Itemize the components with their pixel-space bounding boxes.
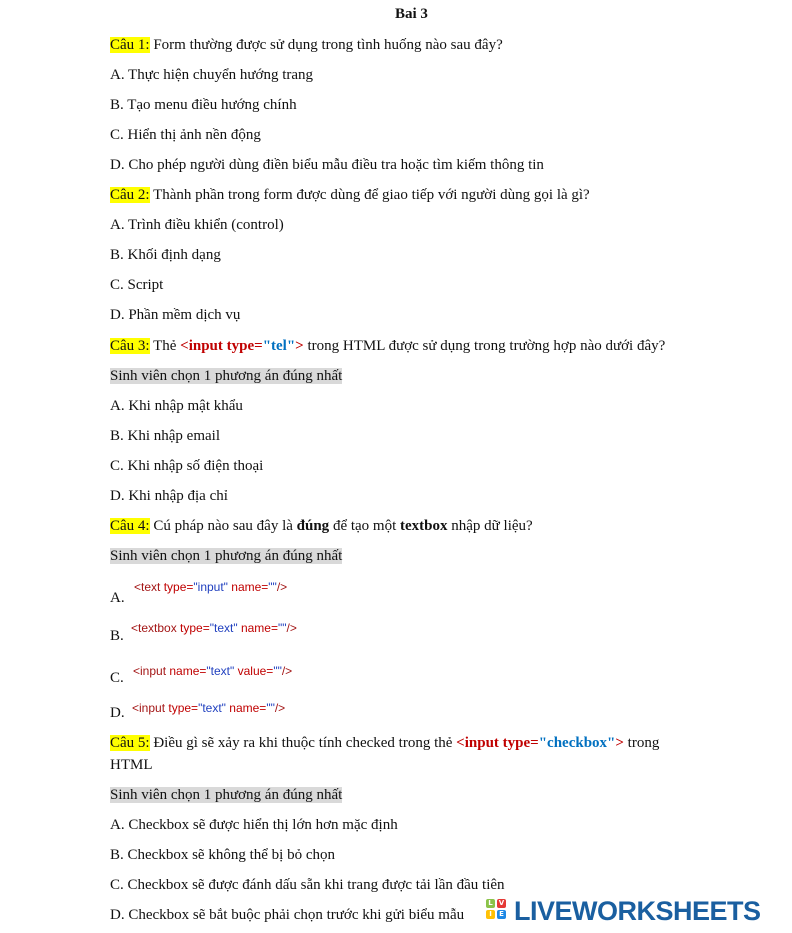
question-text: Cú pháp nào sau đây là [149, 518, 297, 534]
option-c-code[interactable]: <input name="text" value=""/> [133, 664, 293, 678]
code-value: "checkbox" [538, 735, 616, 751]
question-4 [110, 517, 533, 535]
liveworksheets-watermark [486, 896, 786, 926]
option-a[interactable]: A. Trình điều khiển (control) [110, 217, 284, 233]
liveworksheets-logo-icon: L I V E [486, 899, 510, 923]
code-tag: <input type= [456, 735, 539, 751]
question-text: Thành phần trong form được dùng để giao tiếp với người dùng gọi là gì? [149, 187, 590, 203]
option-a[interactable]: A. Khi nhập mật khẩu [110, 398, 243, 414]
option-b[interactable]: B. Checkbox sẽ không thể bị bỏ chọn [110, 847, 335, 863]
option-b[interactable]: B. Khối định dạng [110, 247, 221, 263]
question-5 [110, 734, 659, 752]
option-b[interactable]: B. Tạo menu điều hướng chính [110, 97, 297, 113]
option-d[interactable]: D. Khi nhập địa chỉ [110, 488, 228, 504]
code-value: "tel" [262, 338, 296, 354]
question-label: Câu 3: [110, 338, 150, 354]
option-a-code[interactable]: <text type="input" name=""/> [134, 580, 288, 594]
question-text-end: trong HTML được sử dụng trong trường hợp nào dưới đây? [303, 338, 666, 354]
option-d[interactable]: D. Cho phép người dùng điền biểu mẫu điều tra hoặc tìm kiếm thông tin [110, 157, 544, 173]
option-c[interactable]: C. Script [110, 277, 164, 293]
question-label: Câu 1: [110, 37, 150, 53]
option-b-letter[interactable]: B. [110, 628, 124, 644]
question-text-end: nhập dữ liệu? [447, 518, 533, 534]
code-tag: <input type= [180, 338, 263, 354]
question-text-end: trong [623, 735, 660, 751]
instruction-text: Sinh viên chọn 1 phương án đúng nhất [110, 548, 343, 564]
question-2 [110, 186, 590, 204]
emphasis-correct: đúng [296, 518, 330, 534]
question-1 [110, 36, 503, 54]
question-text: Form thường được sử dụng trong tình huống nào sau đây? [149, 37, 503, 53]
question-text: Điều gì sẽ xảy ra khi thuộc tính checked trong thẻ [149, 735, 457, 751]
question-text-mid: để tạo một [329, 518, 401, 534]
code-tag-close: > [615, 735, 624, 751]
instruction [110, 786, 342, 804]
question-5-continued: HTML [110, 757, 153, 773]
option-d-code[interactable]: <input type="text" name=""/> [132, 701, 286, 715]
emphasis-textbox: textbox [400, 518, 448, 534]
option-c[interactable]: C. Khi nhập số điện thoại [110, 458, 264, 474]
instruction-text: Sinh viên chọn 1 phương án đúng nhất [110, 368, 343, 384]
option-d-letter[interactable]: D. [110, 705, 125, 721]
question-label: Câu 4: [110, 518, 150, 534]
code-tag-close: > [295, 338, 304, 354]
option-d[interactable]: D. Phần mềm dịch vụ [110, 307, 241, 323]
question-text: Thẻ [149, 338, 181, 354]
question-3 [110, 337, 665, 355]
watermark-text: LIVEWORKSHEETS [514, 895, 761, 926]
question-label: Câu 5: [110, 735, 150, 751]
option-b[interactable]: B. Khi nhập email [110, 428, 220, 444]
question-label: Câu 2: [110, 187, 150, 203]
option-c[interactable]: C. Checkbox sẽ được đánh dấu sẵn khi trang được tải lần đầu tiên [110, 877, 505, 893]
option-d[interactable]: D. Checkbox sẽ bắt buộc phải chọn trước khi gửi biểu mẫu [110, 907, 465, 923]
instruction-text: Sinh viên chọn 1 phương án đúng nhất [110, 787, 343, 803]
option-a[interactable]: A. Thực hiện chuyển hướng trang [110, 67, 314, 83]
option-c[interactable]: C. Hiển thị ảnh nền động [110, 127, 261, 143]
option-b-code[interactable]: <textbox type="text" name=""/> [131, 621, 297, 635]
option-a[interactable]: A. Checkbox sẽ được hiển thị lớn hơn mặc định [110, 817, 398, 833]
instruction [110, 547, 342, 565]
instruction [110, 367, 342, 385]
option-c-letter[interactable]: C. [110, 670, 124, 686]
option-a-letter[interactable]: A. [110, 590, 125, 606]
